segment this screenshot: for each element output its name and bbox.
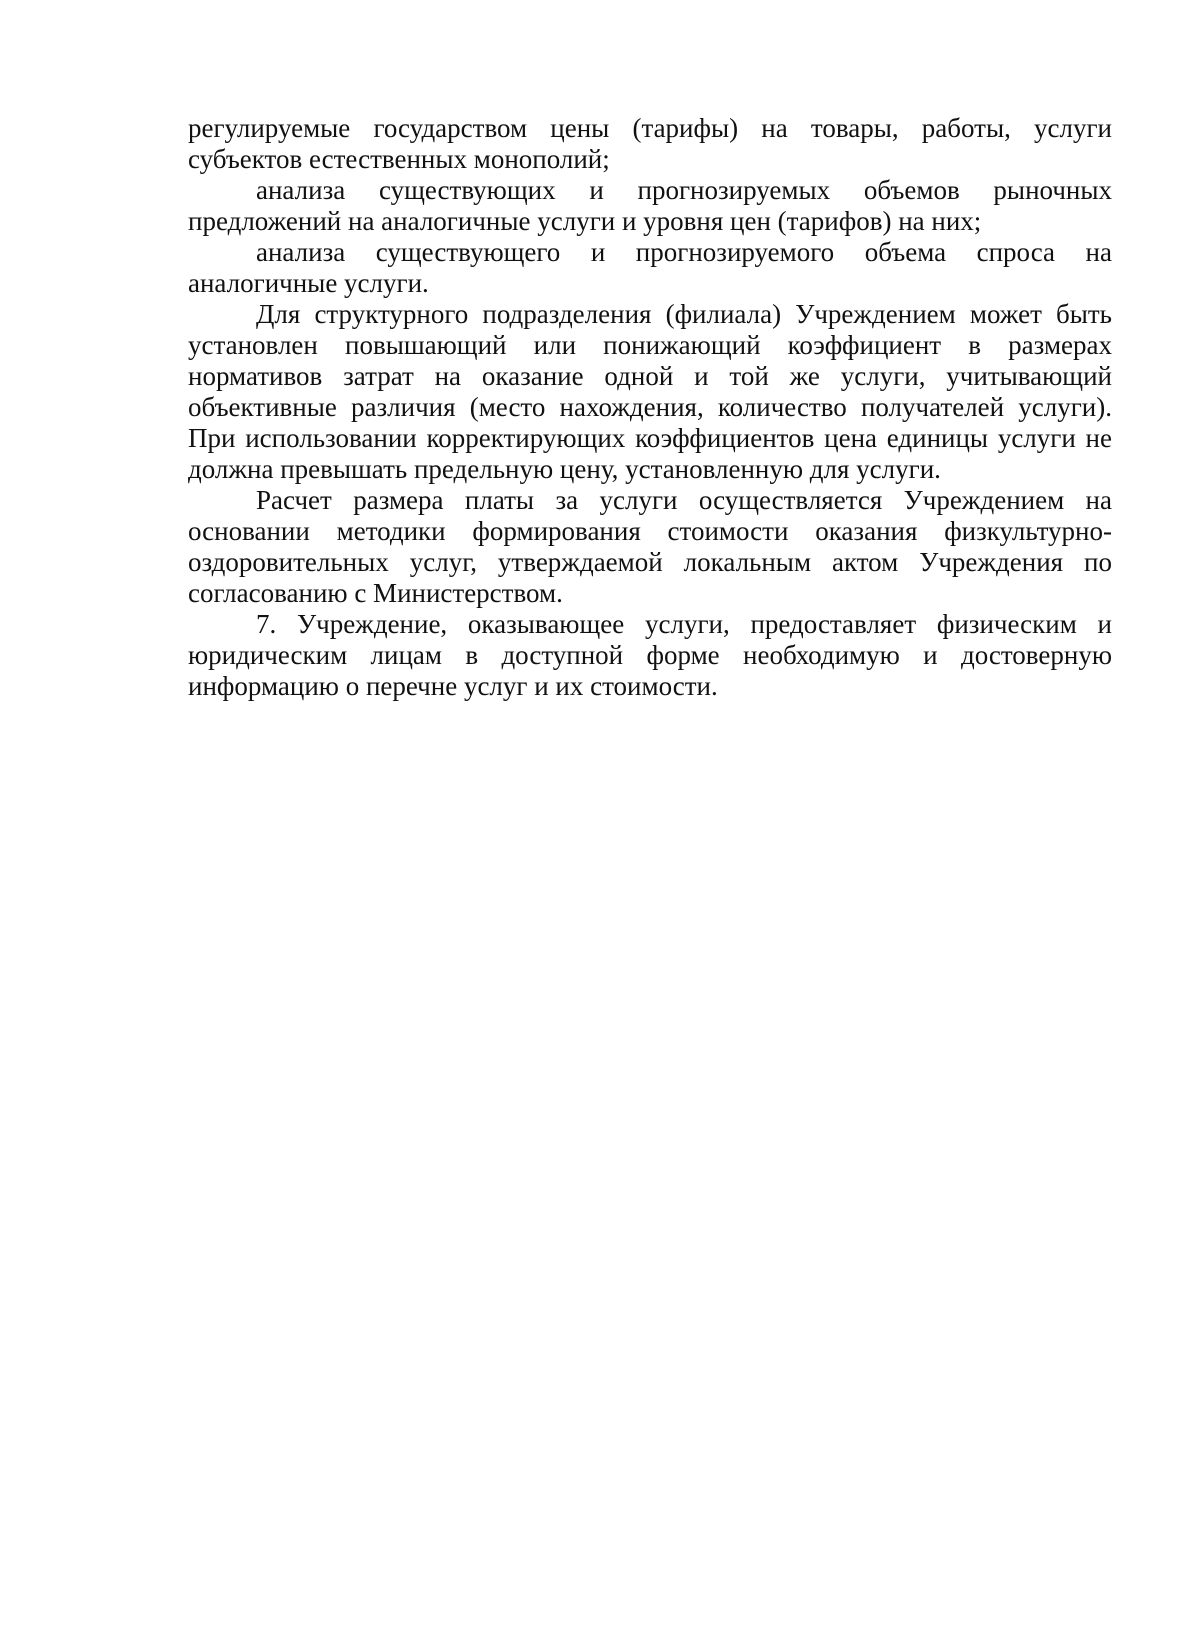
paragraph-4: Для структурного подразделения (филиала) Учреждением может быть установлен повышающий или понижающий коэффициент в размерах нормативов затрат на оказание одной и той же услуги, учитывающий объективные различия (место нахождения, количество получателей услуги). При использовании корректирующих коэффициентов цена единицы услуги не должна превышать предельную цену, установленную для услуги. xyxy=(188,299,1112,484)
paragraph-5: Расчет размера платы за услуги осуществляется Учреждением на основании методики формирования стоимости оказания физкультурно-оздоровительных услуг, утверждаемой локальным актом Учреждения по согласованию с Министерством. xyxy=(188,485,1112,608)
document-body xyxy=(188,113,1112,702)
paragraph-3: анализа существующего и прогнозируемого объема спроса на аналогичные услуги. xyxy=(188,237,1112,298)
paragraph-6: 7. Учреждение, оказывающее услуги, предоставляет физическим и юридическим лицам в доступной форме необходимую и достоверную информацию о перечне услуг и их стоимости. xyxy=(188,609,1112,701)
paragraph-2: анализа существующих и прогнозируемых объемов рыночных предложений на аналогичные услуги и уровня цен (тарифов) на них; xyxy=(188,175,1112,236)
paragraph-1: регулируемые государством цены (тарифы) на товары, работы, услуги субъектов естественных монополий; xyxy=(188,113,1112,174)
